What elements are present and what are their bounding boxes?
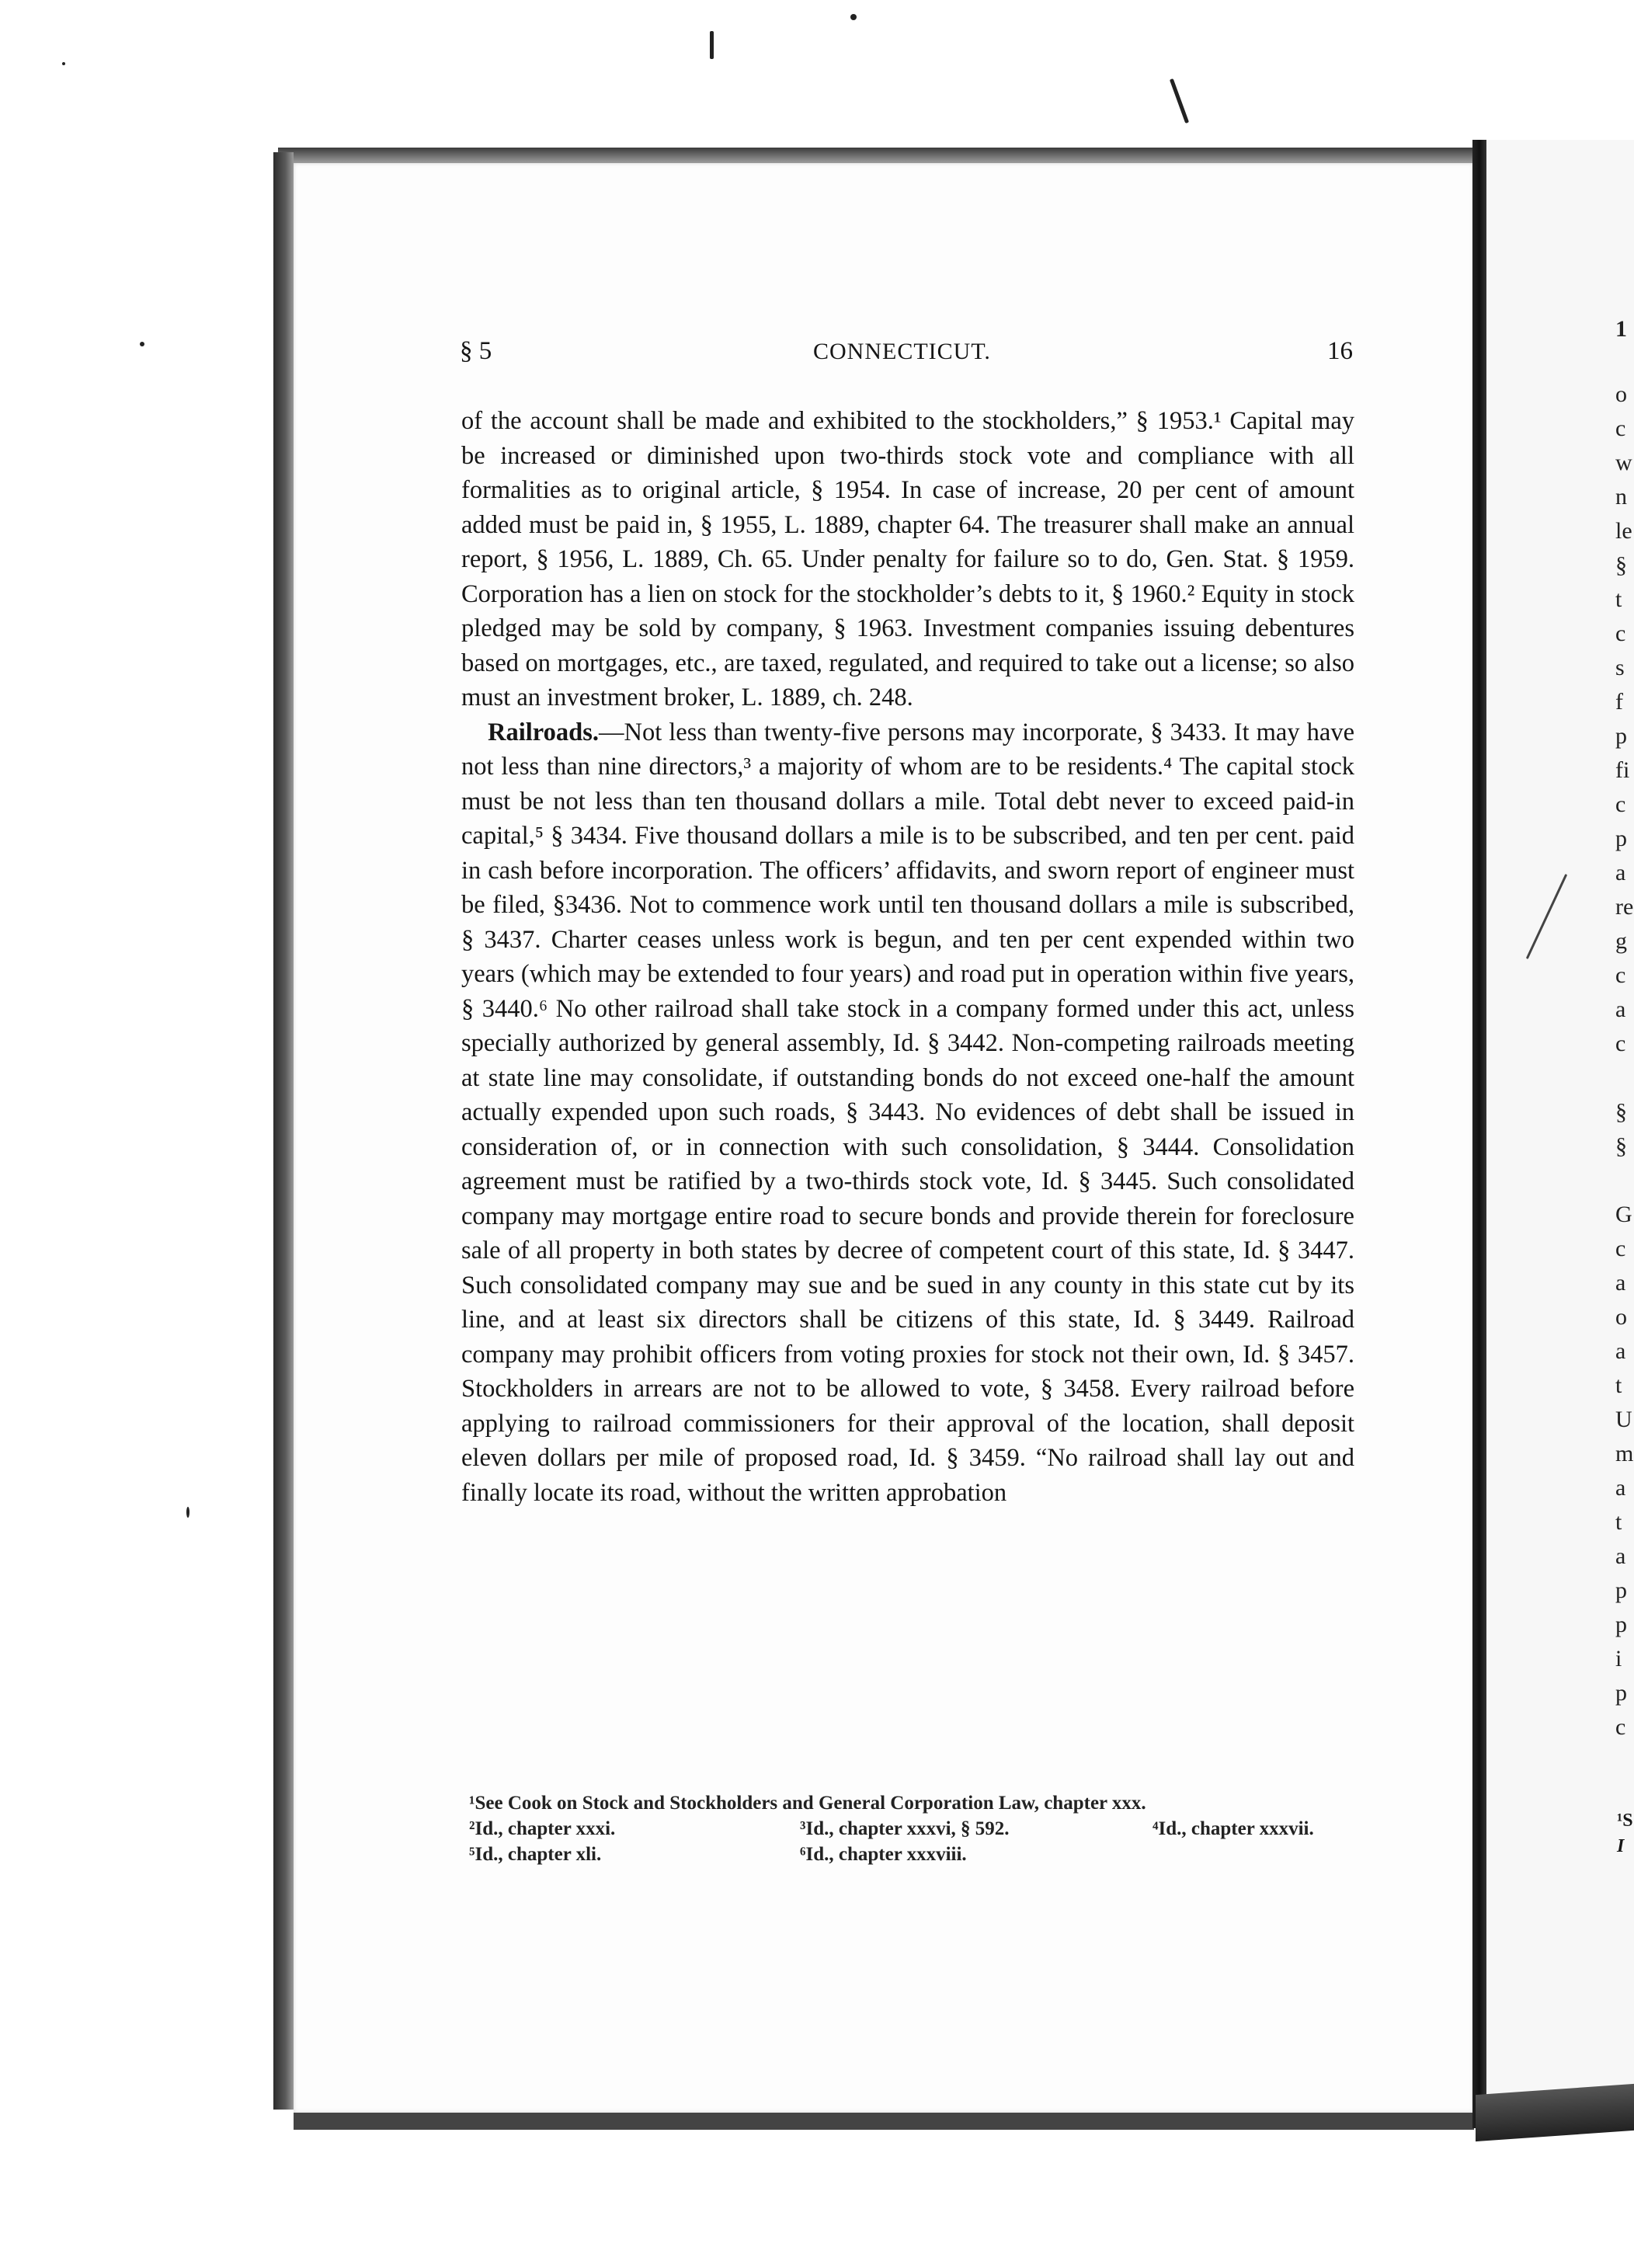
adjacent-line-fragment: p: [1615, 723, 1627, 749]
adjacent-line-fragment: a: [1615, 860, 1626, 885]
adjacent-line-fragment: p: [1615, 826, 1627, 851]
adjacent-line-fragment: t: [1615, 1372, 1622, 1398]
page-curl-shadow: [1476, 2084, 1634, 2141]
footnote-3: ³Id., chapter xxxvi, § 592.: [800, 1818, 1010, 1839]
adjacent-line-fragment: re: [1615, 894, 1634, 920]
adjacent-lines: [1615, 377, 1634, 1744]
adjacent-line-fragment: n: [1615, 484, 1627, 510]
adjacent-footnotes: [1617, 1808, 1633, 1859]
adjacent-line-fragment: s: [1615, 655, 1625, 680]
adjacent-line-fragment: t: [1615, 1509, 1622, 1535]
footnotes: [469, 1790, 1362, 1867]
book-gutter: [1472, 140, 1486, 2128]
adjacent-line-fragment: c: [1615, 791, 1626, 817]
adjacent-header: 1: [1615, 316, 1627, 342]
adjacent-line-fragment: o: [1615, 1304, 1627, 1330]
footnote-6: ⁶Id., chapter xxxviii.: [800, 1844, 967, 1865]
adjacent-line-fragment: g: [1615, 928, 1627, 954]
adjacent-line-fragment: a: [1615, 1475, 1626, 1501]
adjacent-line-fragment: c: [1615, 962, 1626, 988]
adjacent-line-fragment: c: [1615, 1031, 1626, 1056]
adjacent-line-fragment: m: [1615, 1441, 1634, 1466]
adjacent-page-text: [1615, 312, 1634, 1744]
adjacent-line-fragment: p: [1615, 1612, 1627, 1637]
adjacent-line-fragment: w: [1615, 450, 1632, 475]
book-cover-edge: [273, 152, 294, 2110]
adjacent-line-fragment: c: [1615, 1236, 1626, 1261]
adjacent-line-fragment: §: [1615, 1099, 1627, 1125]
adjacent-line-fragment: c: [1615, 416, 1626, 441]
railroads-text: —Not less than twenty-five persons may incorporate, § 3433. It may have not less than nine directors,³ a majority of whom are to be residents.⁴ The capital stock must be not less than ten thousand dollars a mile. Total debt never to exceed paid-in capital,⁵ § 3434. Five thousand dollars a mile is to be subscribed, and ten per cent. paid in cash before incorporation. The officers’ affidavits, and sworn report of engineer must be filed, §3436. Not to commence work until ten thousand dollars a mile is subscribed, § 3437. Charter ceases unless work is begun, and ten per cent expended within two years (which may be extended to four years) and road put in operation within five years, § 3440.⁶ No other railroad shall take stock in a company formed under this act, unless specially authorized by general assembly, Id. § 3442. Non-competing railroads meeting at state line may consolidate, if outstanding bonds do not exceed one-half the amount actually expended upon such roads, § 3443. No evidences of debt shall be issued in consideration of, or in connection with such consolidation, § 3444. Consolidation agreement must be ratified by a two-thirds stock vote, Id. § 3445. Such consolidated company may mortgage entire road to secure bonds and provide therein for foreclosure sale of all property in both states by decree of competent court of this state, Id. § 3447. Such consolidated company may sue and be sued in any county in this state cut by its line, and at least six directors shall be citizens of this state, Id. § 3449. Railroad company may prohibit officers from voting proxies for stock not their own, Id. § 3457. Stockholders in arrears are not to be allowed to vote, § 3458. Every railroad before applying to railroad commissioners for their approval of the location, shall deposit eleven dollars per mile of proposed road, Id. § 3459. “No railroad shall lay out and finally locate its road, without the written approbation: [461, 718, 1354, 1507]
adjacent-line-fragment: a: [1615, 1543, 1626, 1569]
page-number: 16: [1327, 337, 1353, 365]
adjacent-footnote-1: ¹S: [1617, 1811, 1633, 1831]
railroads-heading: Railroads.: [488, 718, 599, 746]
footnote-row-3: [469, 1842, 1362, 1867]
adjacent-line-fragment: a: [1615, 1270, 1626, 1296]
adjacent-line-fragment: t: [1615, 586, 1622, 612]
footnote-2: ²Id., chapter xxxi.: [469, 1818, 616, 1839]
adjacent-line-fragment: a: [1615, 997, 1626, 1022]
adjacent-page: [1486, 140, 1634, 2128]
adjacent-footnote-2: I: [1617, 1836, 1625, 1856]
header-title: CONNECTICUT.: [813, 339, 991, 364]
adjacent-line-fragment: §: [1615, 1133, 1627, 1159]
adjacent-line-fragment: i: [1615, 1646, 1622, 1671]
adjacent-line-fragment: c: [1615, 621, 1626, 646]
adjacent-line-fragment: [1615, 1061, 1634, 1095]
adjacent-line-fragment: §: [1615, 552, 1627, 578]
adjacent-line-fragment: U: [1615, 1407, 1632, 1432]
paragraph-railroads: [461, 715, 1354, 1511]
adjacent-line-fragment: c: [1615, 1714, 1626, 1740]
adjacent-line-fragment: p: [1615, 1578, 1627, 1603]
footnote-row-1: [469, 1790, 1362, 1816]
adjacent-line-fragment: fi: [1615, 757, 1630, 783]
footnote-row-2: [469, 1816, 1362, 1842]
adjacent-line-fragment: p: [1615, 1680, 1627, 1706]
paragraph-1: of the account shall be made and exhibited to the stockholders,” § 1953.¹ Capital may be increased or diminished upon two-thirds stock vote and compliance with all formalities as to original article, § 1954. In case of increase, 20 per cent of amount added must be paid in, § 1955, L. 1889, chapter 64. The treasurer shall make an annual report, § 1956, L. 1889, Ch. 65. Under penalty for failure so to do, Gen. Stat. § 1959. Corporation has a lien on stock for the stockholder’s debts to it, § 1960.² Equity in stock pledged may be sold by company, § 1963. Investment companies issuing debentures based on mortgages, etc., are taxed, regulated, and required to take out a license; so also must an investment broker, L. 1889, ch. 248.: [461, 407, 1354, 711]
header-section: § 5: [460, 337, 492, 365]
adjacent-line-fragment: G: [1615, 1202, 1632, 1227]
footnote-5: ⁵Id., chapter xli.: [469, 1844, 602, 1865]
adjacent-line-fragment: le: [1615, 518, 1632, 544]
adjacent-line-fragment: f: [1615, 689, 1623, 715]
footnote-1: ¹See Cook on Stock and Stockholders and General Corporation Law, chapter xxx.: [469, 1793, 1146, 1814]
adjacent-line-fragment: a: [1615, 1338, 1626, 1364]
footnote-4: ⁴Id., chapter xxxvii.: [1152, 1818, 1314, 1839]
running-header: [460, 337, 1353, 376]
page-body: [461, 404, 1354, 1510]
adjacent-line-fragment: o: [1615, 381, 1627, 407]
adjacent-line-fragment: [1615, 1164, 1634, 1198]
